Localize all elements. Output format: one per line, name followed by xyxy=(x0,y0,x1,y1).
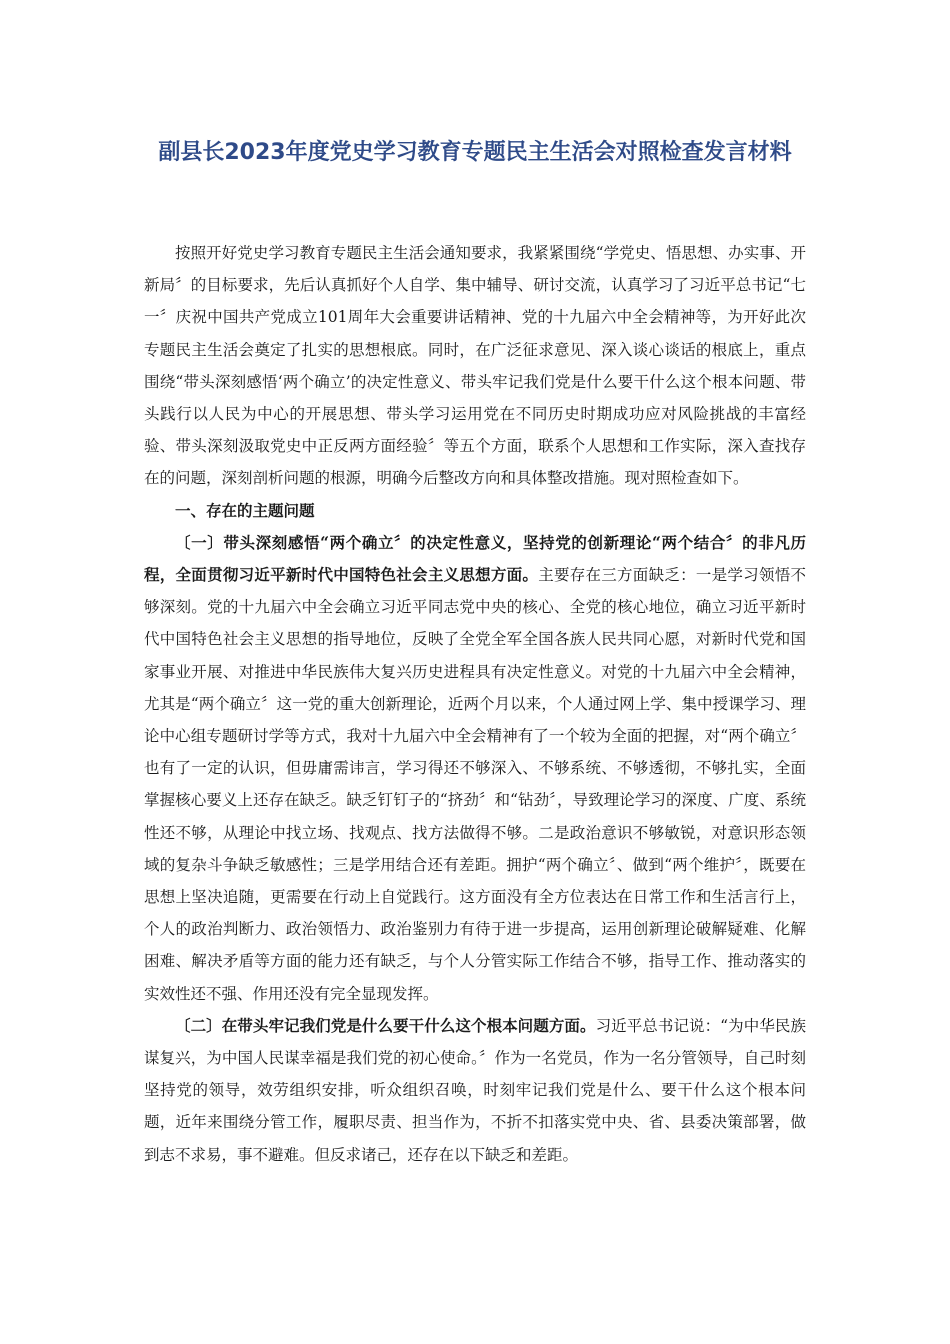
item-1-paragraph xyxy=(144,527,806,1010)
document-title: 副县长2023年度党史学习教育专题民主生活会对照检查发言材料 xyxy=(158,140,792,165)
document-body xyxy=(144,237,806,1171)
item-2-heading: 〔二〕在带头牢记我们党是什么要干什么这个根本问题方面。 xyxy=(175,1015,596,1035)
item-2-text: 习近平总书记说：“为中华民族谋复兴，为中国人民谋幸福是我们党的初心使命。〞作为一名党员，作为一名分管领导，自己时刻坚持党的领导，效劳组织安排，听众组织召唤，时刻牢记我们党是什么、要干什么这个根本问题，近年来围绕分管工作，履职尽责、担当作为，不折不扣落实党中央、省、县委决策部署，做到志不求易，事不避难。但反求诸己，还存在以下缺乏和差距。 xyxy=(144,1016,806,1164)
item-1-heading: 〔一〕带头深刻感悟“两个确立〞的决定性意义，坚持党的创新理论“两个结合〞的非凡历程，全面贯彻习近平新时代中国特色社会主义思想方面。 xyxy=(144,532,806,585)
item-1-text: 主要存在三方面缺乏：一是学习领悟不够深刻。党的十九届六中全会确立习近平同志党中央的核心、全党的核心地位，确立习近平新时代中国特色社会主义思想的指导地位，反映了全党全军全国各族人民共同心愿，对新时代党和国家事业开展、对推进中华民族伟大复兴历史进程具有决定性意义。对党的十九届六中全会精神，尤其是“两个确立〞这一党的重大创新理论，近两个月以来，个人通过网上学、集中授课学习、理论中心组专题研讨学等方式，我对十九届六中全会精神有了一个较为全面的把握，对“两个确立〞也有了一定的认识，但毋庸需讳言，学习得还不够深入、不够系统、不够透彻，不够扎实，全面掌握核心要义上还存在缺乏。缺乏钉钉子的“挤劲〞和“钻劲〞，导致理论学习的深度、广度、系统性还不够，从理论中找立场、找观点、找方法做得不够。二是政治意识不够敏锐，对意识形态领域的复杂斗争缺乏敏感性；三是学用结合还有差距。拥护“两个确立〞、做到“两个维护〞，既要在思想上坚决追随，更需要在行动上自觉践行。这方面没有全方位表达在日常工作和生活言行上，个人的政治判断力、政治领悟力、政治鉴别力有待于进一步提高，运用创新理论破解疑难、化解困难、解决矛盾等方面的能力还有缺乏，与个人分管实际工作结合不够，指导工作、推动落实的实效性还不强、作用还没有完全显现发挥。 xyxy=(144,566,806,1003)
item-2-paragraph xyxy=(144,1010,806,1171)
intro-paragraph: 按照开好党史学习教育专题民主生活会通知要求，我紧紧围绕“学党史、悟思想、办实事、开新局〞的目标要求，先后认真抓好个人自学、集中辅导、研讨交流，认真学习了习近平总书记“七一〞庆祝中国共产党成立101周年大会重要讲话精神、党的十九届六中全会精神等，为开好此次专题民主生活会奠定了扎实的思想根底。同时，在广泛征求意见、深入谈心谈话的根底上，重点围绕“带头深刻感悟‘两个确立’的决定性意义、带头牢记我们党是什么要干什么这个根本问题、带头践行以人民为中心的开展思想、带头学习运用党在不同历史时期成功应对风险挑战的丰富经验、带头深刻汲取党史中正反两方面经验〞等五个方面，联系个人思想和工作实际，深入查找存在的问题，深刻剖析问题的根源，明确今后整改方向和具体整改措施。现对照检查如下。 xyxy=(144,244,806,488)
section-heading: 一、存在的主题问题 xyxy=(175,500,315,520)
